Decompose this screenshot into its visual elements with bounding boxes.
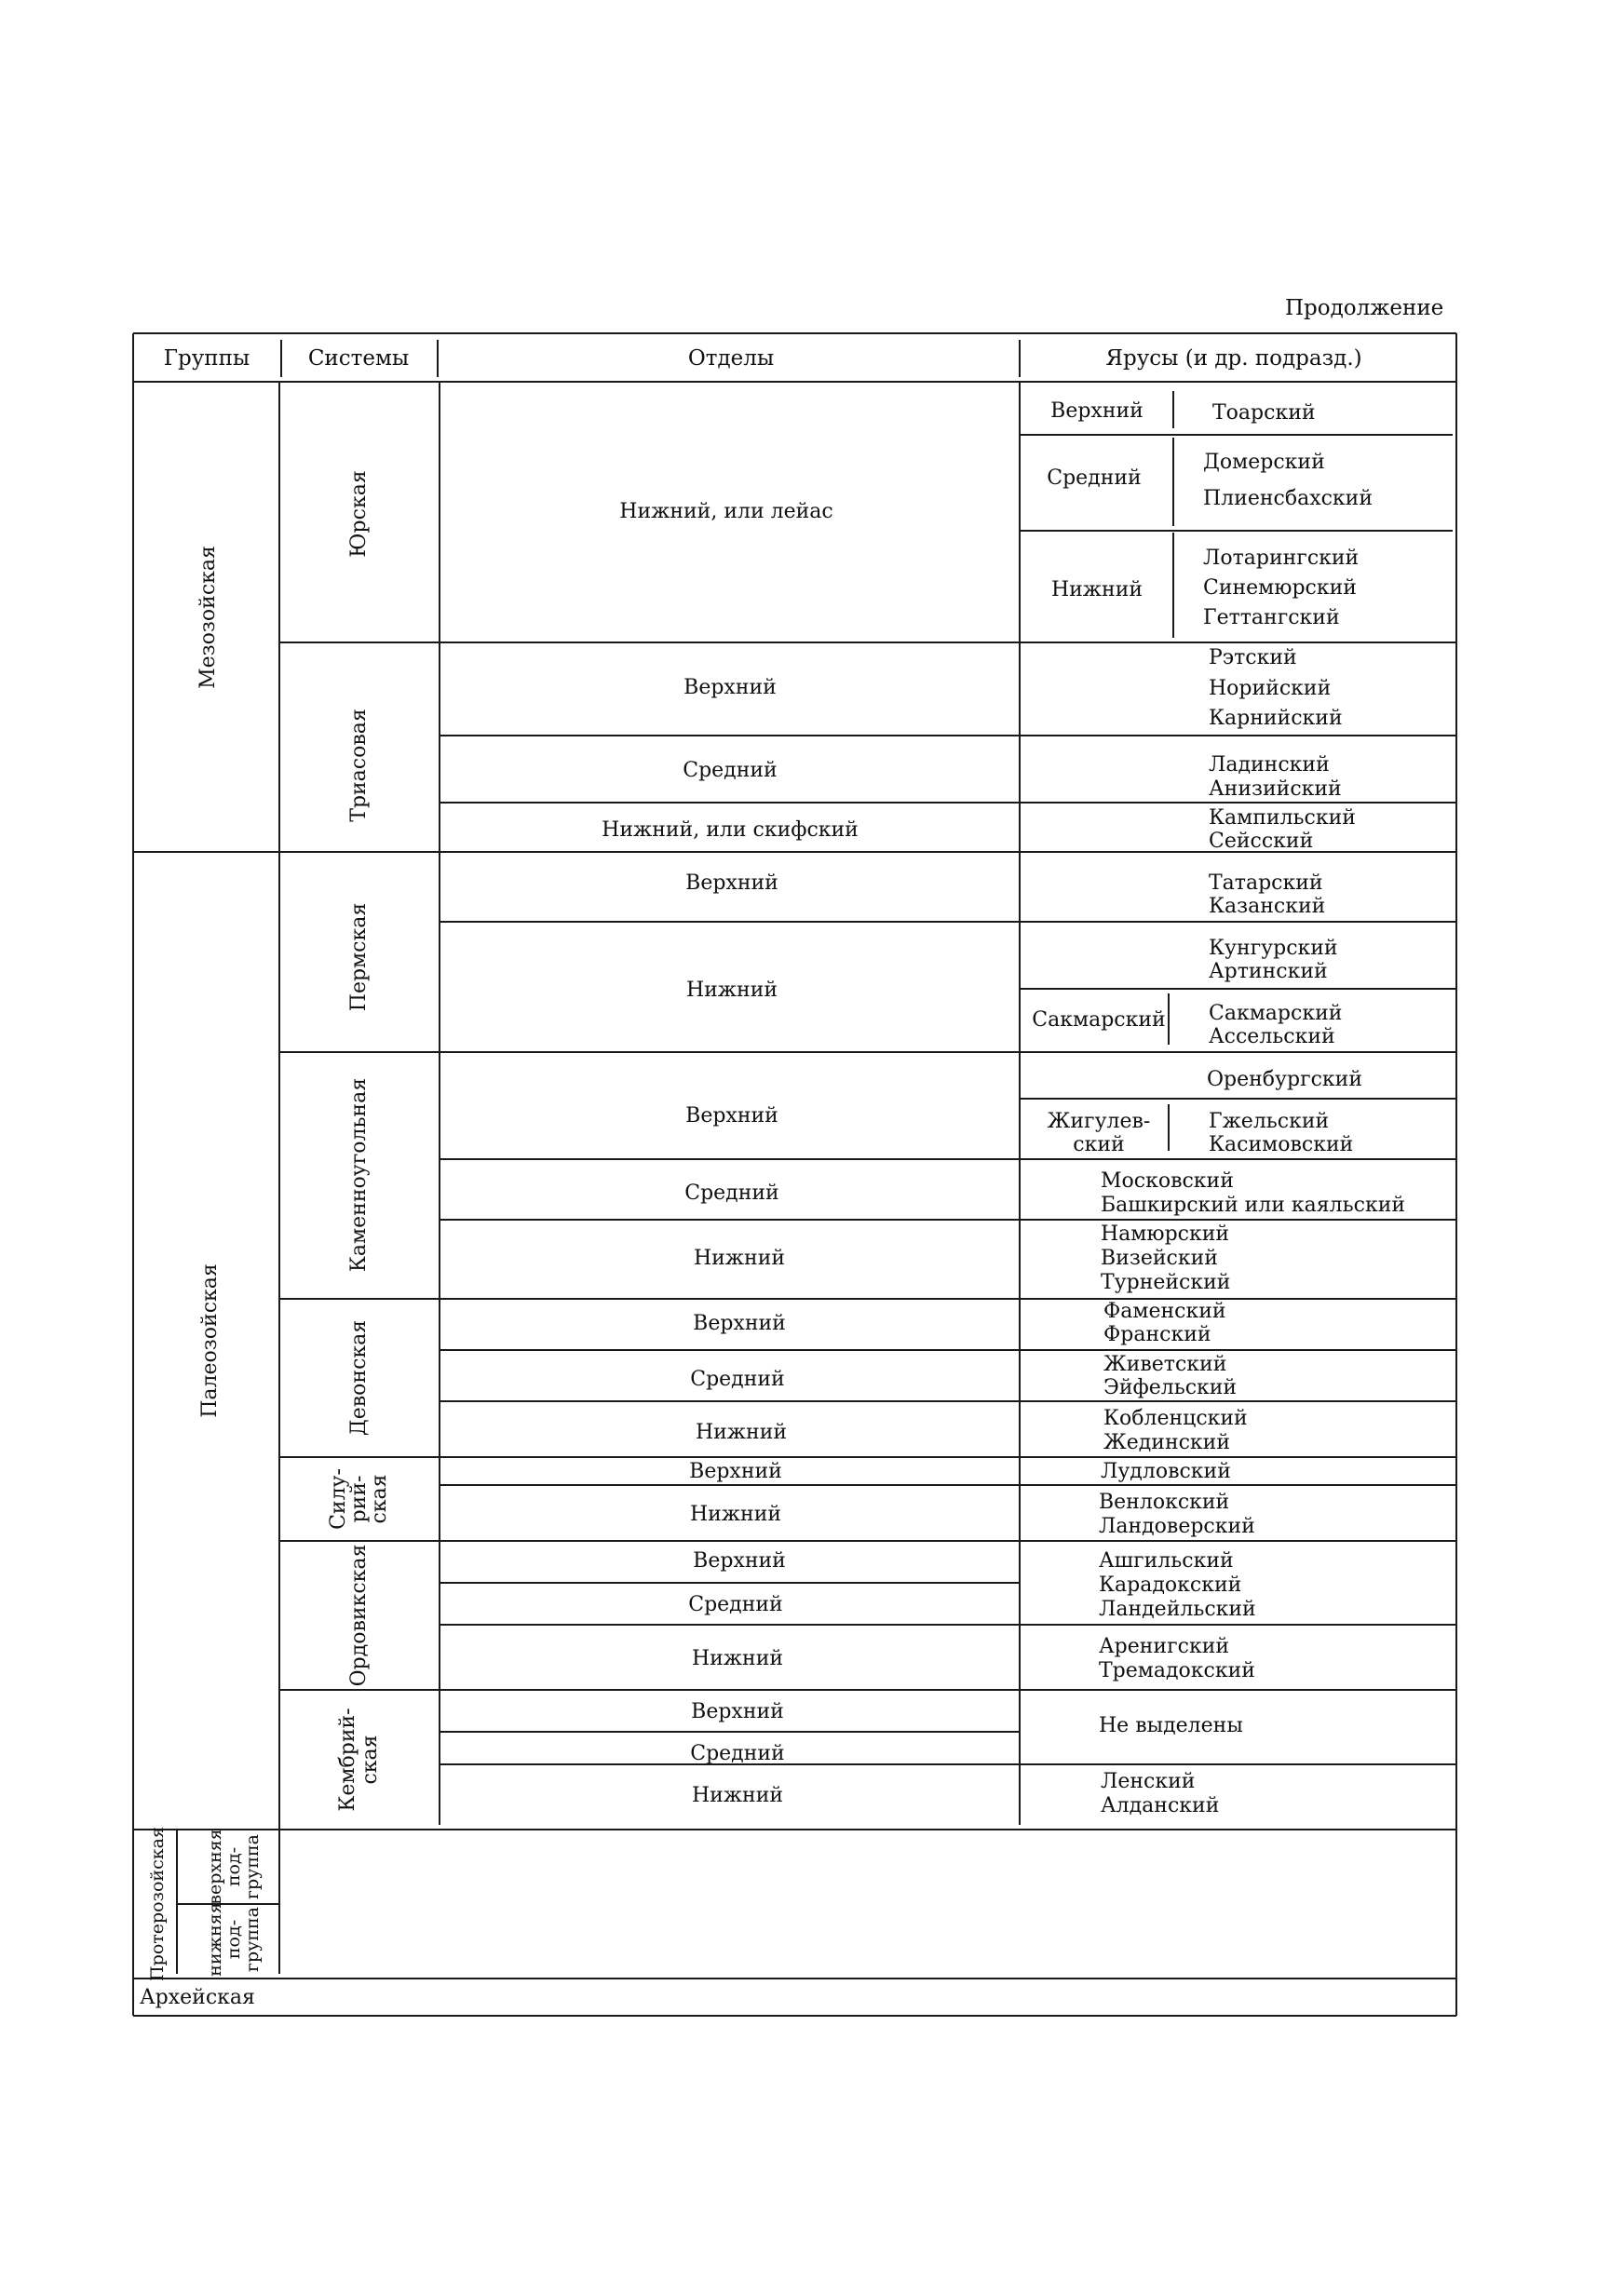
jurassic-stage-pliensbachian: Плиенсбахский: [1203, 487, 1373, 510]
jurassic-sub-middle: Средний: [1047, 466, 1142, 490]
carboniferous-stage-orenburgian: Оренбургский: [1207, 1068, 1362, 1091]
carboniferous-upper: Верхний: [685, 1104, 778, 1128]
triassic-stage-norian: Норийский: [1209, 677, 1332, 700]
carboniferous-sub-zhigulevian-1: Жигулев-: [1047, 1110, 1151, 1133]
triassic-stage-campilian: Кампильский: [1209, 806, 1356, 830]
jurassic-division: Нижний, или лейас: [619, 500, 833, 523]
triassic-middle: Средний: [683, 759, 778, 782]
silurian-lower: Нижний: [689, 1503, 782, 1526]
carboniferous-stage-kasimovian: Касимовский: [1209, 1133, 1354, 1156]
carboniferous-stage-moscovian: Московский: [1101, 1169, 1234, 1193]
triassic-stage-ladinian: Ладинский: [1209, 753, 1330, 777]
cambrian-stage-aldanian: Алданский: [1101, 1794, 1220, 1817]
carboniferous-stage-gzhelian: Гжельский: [1209, 1110, 1330, 1133]
header-stages: Ярусы (и др. подразд.): [1105, 346, 1362, 371]
system-silurian-1: Силу-: [327, 1468, 350, 1530]
ordovician-middle: Средний: [688, 1593, 783, 1616]
group-paleozoic: Палеозойская: [198, 1263, 222, 1418]
group-mesozoic: Мезозойская: [196, 546, 220, 689]
permian-stage-artinskian: Артинский: [1209, 960, 1328, 983]
proterozoic-upper-3: группа: [242, 1834, 263, 1899]
triassic-stage-carnian: Карнийский: [1209, 707, 1343, 730]
devonian-stage-eifelian: Эйфельский: [1103, 1376, 1238, 1399]
system-silurian-2: рий-: [347, 1475, 371, 1523]
silurian-upper: Верхний: [689, 1460, 782, 1483]
carboniferous-stage-bashkirian: Башкирский или каяльский: [1101, 1194, 1406, 1217]
jurassic-stage-lotharingian: Лотарингский: [1203, 547, 1360, 570]
jurassic-stage-hettangian: Геттангский: [1203, 606, 1340, 629]
group-archean: Архейская: [140, 1986, 255, 2009]
devonian-stage-gedinnian: Жединский: [1103, 1431, 1231, 1454]
carboniferous-stage-visean: Визейский: [1101, 1247, 1218, 1270]
proterozoic-lower-1: нижняя: [205, 1902, 225, 1977]
permian-upper: Верхний: [685, 871, 778, 895]
group-proterozoic: Протерозойская: [147, 1827, 168, 1981]
permian-stage-kungurian: Кунгурский: [1209, 937, 1338, 960]
permian-stage-asselian: Ассельский: [1209, 1025, 1335, 1048]
system-carboniferous: Каменноугольная: [347, 1077, 371, 1273]
carboniferous-stage-tournaisian: Турнейский: [1101, 1271, 1231, 1294]
jurassic-stage-sinemurian: Синемюрский: [1203, 576, 1357, 600]
cambrian-lower: Нижний: [691, 1784, 784, 1807]
silurian-stage-ludlow: Лудловский: [1101, 1460, 1231, 1483]
devonian-middle: Средний: [690, 1368, 785, 1391]
permian-lower: Нижний: [685, 979, 778, 1002]
ordovician-stage-tremadocian: Тремадокский: [1099, 1659, 1255, 1682]
system-cambrian-2: ская: [359, 1735, 382, 1785]
ordovician-stage-ashgillian: Ашгильский: [1099, 1549, 1234, 1573]
system-permian: Пермская: [347, 902, 371, 1012]
devonian-stage-coblencian: Кобленцский: [1103, 1407, 1248, 1430]
jurassic-sub-lower: Нижний: [1050, 578, 1144, 601]
permian-stage-sakmarian: Сакмарский: [1209, 1002, 1343, 1025]
permian-sub-sakmarian: Сакмарский: [1032, 1008, 1166, 1032]
ordovician-stage-caradocian: Карадокский: [1099, 1573, 1242, 1597]
system-jurassic: Юрская: [347, 470, 371, 558]
devonian-stage-givetian: Живетский: [1103, 1353, 1227, 1376]
system-triassic: Триасовая: [347, 709, 371, 822]
silurian-stage-llandovery: Ландоверский: [1099, 1515, 1255, 1538]
ordovician-stage-llandeilian: Ландейльский: [1099, 1598, 1256, 1621]
cambrian-middle: Средний: [690, 1742, 785, 1765]
devonian-upper: Верхний: [693, 1312, 786, 1335]
proterozoic-lower-2: под-: [223, 1919, 244, 1960]
carboniferous-stage-namurian: Намюрский: [1101, 1222, 1230, 1246]
carboniferous-sub-zhigulevian-2: ский: [1073, 1133, 1125, 1156]
carboniferous-lower: Нижний: [693, 1247, 786, 1270]
ordovician-lower: Нижний: [691, 1647, 784, 1670]
ordovician-stage-arenigian: Аренигский: [1099, 1635, 1230, 1658]
jurassic-stage-domerian: Домерский: [1203, 451, 1325, 474]
ordovician-upper: Верхний: [693, 1549, 786, 1573]
cambrian-upper: Верхний: [691, 1700, 784, 1723]
triassic-stage-seisian: Сейсский: [1209, 830, 1314, 853]
system-cambrian-1: Кембрий-: [336, 1708, 359, 1812]
header-groups: Группы: [163, 346, 250, 371]
devonian-lower: Нижний: [695, 1421, 788, 1444]
proterozoic-upper-1: верхняя: [205, 1829, 225, 1905]
header-systems: Системы: [307, 346, 410, 371]
carboniferous-middle: Средний: [684, 1182, 779, 1205]
devonian-stage-frasnian: Франский: [1103, 1323, 1211, 1346]
triassic-stage-rhaetian: Рэтский: [1209, 646, 1297, 669]
permian-stage-kazanian: Казанский: [1209, 895, 1326, 918]
system-ordovician: Ордовикская: [347, 1544, 371, 1687]
permian-stage-tatarian: Татарский: [1209, 871, 1323, 895]
system-silurian-3: ская: [368, 1474, 391, 1524]
system-devonian: Девонская: [347, 1319, 371, 1437]
jurassic-stage-toarcian: Тоарский: [1212, 401, 1316, 425]
proterozoic-upper-2: под-: [223, 1846, 244, 1887]
cambrian-not-distinguished: Не выделены: [1099, 1714, 1243, 1737]
proterozoic-lower-3: группа: [242, 1907, 263, 1972]
triassic-lower: Нижний, или скифский: [602, 818, 859, 842]
triassic-stage-anisian: Анизийский: [1209, 777, 1342, 801]
continuation-caption: Продолжение: [1285, 296, 1444, 320]
triassic-upper: Верхний: [683, 676, 777, 699]
jurassic-sub-upper: Верхний: [1050, 399, 1144, 423]
devonian-stage-famennian: Фаменский: [1103, 1300, 1226, 1323]
header-divisions: Отделы: [687, 346, 775, 371]
silurian-stage-wenlock: Венлокский: [1099, 1491, 1230, 1514]
cambrian-stage-lenian: Ленский: [1101, 1770, 1196, 1793]
